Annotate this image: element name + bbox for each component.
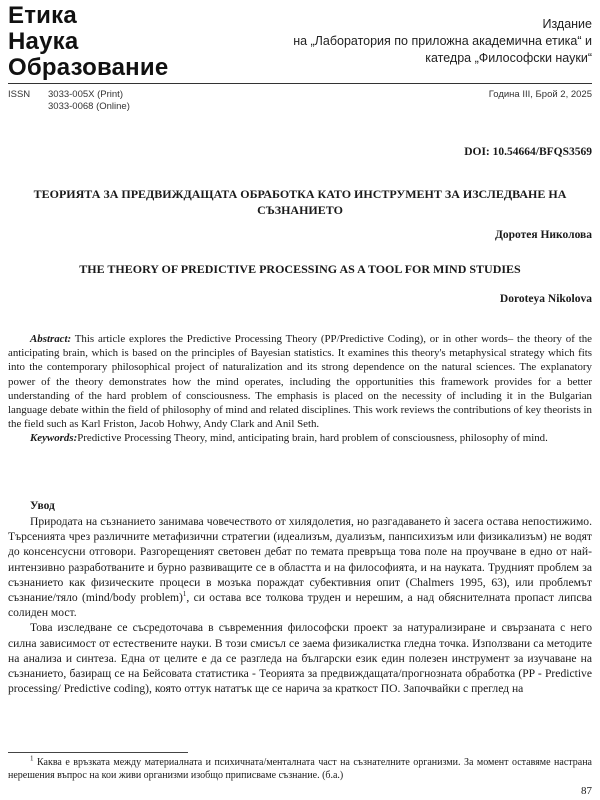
- issn-print: 3033-005X (Print): [48, 89, 123, 100]
- article-title-en: THE THEORY OF PREDICTIVE PROCESSING AS A TOOL FOR MIND STUDIES: [79, 262, 521, 276]
- publisher-line-2: на „Лаборатория по приложна академична етика“ и: [293, 34, 592, 48]
- abstract-text: This article explores the Predictive Processing Theory (PP/Predictive Coding), or in other words– the theory of the anticipating brain, which is based on the principles of Bayesian statistics. It examines this theory's metaphysical strategy which fits into the contemporary philosophical project of naturalization and its strong dependence on the natural sciences. The explanatory power of the theory demonstrates how the mind operates, including the opportunities this framework provides for a better understanding of the hard problem of consciousness. The emphasis is placed on the necessity of including it in the Bulgarian language debate within the field of philosophy of mind and related disciplines. This work reviews the contributions of key theorists in the field such as Karl Friston, Jacob Hohwy, Andy Clark and Anil Seth.: [8, 333, 592, 431]
- paragraph-1-text-end: , си остава все толкова труден и нерешим, а над обяснителната пропаст липсва солиден мост.: [8, 591, 592, 620]
- journal-title-line-2: Наука: [8, 28, 79, 55]
- keywords-text: Predictive Processing Theory, mind, anticipating brain, hard problem of consciousness, philosophy of mind.: [77, 432, 548, 445]
- paragraph-1-text: Природата на съзнанието занимава човечеството от хилядолетия, но разгадаването ѝ засега остава непостижимо. Търсенията чрез различните метафизични стратегии (идеализъм, дуализъм, панпсихизъм или физикализъм) не водят до консенсусни отговори. Разгорещеният световен дебат по темата превръща това поле на проучване в едно от най-интензивно разработваните и бурно развиващите се в областта и на философията, и на науката. Трудният проблем за съзнанието как физическите процеси в мозъка пораждат субективния опит (Chalmers 1995, 63), или проблемът съзнание/тяло (mind/body problem): [8, 515, 592, 605]
- journal-title: [8, 3, 208, 81]
- body-text: [8, 514, 592, 696]
- journal-title-line-3: Образование: [8, 54, 169, 81]
- keywords-paragraph: [8, 431, 592, 445]
- doi: DOI: 10.54664/BFQS3569: [464, 146, 592, 158]
- keywords-label: Keywords:: [30, 432, 78, 445]
- abstract-label: Abstract:: [30, 333, 72, 345]
- body-paragraph-2: Това изследване се съсредоточава в съвременния философски проект за натурализиране и свързаната с него силна зависимост от естествените науки. В този смисъл се заема физикалистка гледна точка. Използвани са методите на анализа и синтеза. Една от целите е да се разгледа на български език един полезен инструмент за изучаване на съзнанието, базиращ се на Бейсовата статистика - Теорията за предвиждащата/прогнозната обработка (PP - Predictive processing/ Predictive coding), която оттук нататък ще се нарича за краткост ПО. Започвайки с преглед на: [8, 621, 592, 696]
- body-paragraph-1: [8, 514, 592, 620]
- footnote-divider: [8, 752, 188, 753]
- page-number: 87: [581, 785, 592, 797]
- publisher-line-3: катедра „Философски науки“: [425, 51, 592, 65]
- footnote: [8, 756, 592, 782]
- abstract-paragraph: [8, 332, 592, 431]
- header-divider: [8, 83, 592, 84]
- section-heading: Увод: [30, 500, 55, 512]
- issn-online: 3033-0068 (Online): [48, 101, 130, 112]
- publisher-line-1: Издание: [542, 17, 592, 31]
- footnote-text: Каква е връзката между материалната и психичната/менталната част на съзнателните организми. За момент оставяме настрана нерешения въпрос на кои живи организми изобщо приписваме съзнание. (б.а.): [8, 757, 592, 781]
- abstract: [8, 332, 592, 446]
- author-name-en: Doroteya Nikolova: [499, 293, 592, 305]
- journal-title-line-1: Етика: [8, 2, 77, 29]
- article-title-bg: ТЕОРИЯТА ЗА ПРЕДВИЖДАЩАТА ОБРАБОТКА КАТО ИНСТРУМЕНТ ЗА ИЗСЛЕДВАНЕ НА СЪЗНАНИЕТО: [33, 187, 567, 217]
- author-name-bg: Доротея Николова: [494, 229, 592, 241]
- publisher-info: [222, 16, 592, 67]
- issn-numbers: [48, 89, 130, 113]
- issn-label: ISSN: [8, 89, 31, 100]
- footnote-ref[interactable]: 1: [182, 590, 187, 599]
- issue-info: Година III, Брой 2, 2025: [488, 89, 592, 100]
- footnote-mark: 1: [30, 754, 34, 763]
